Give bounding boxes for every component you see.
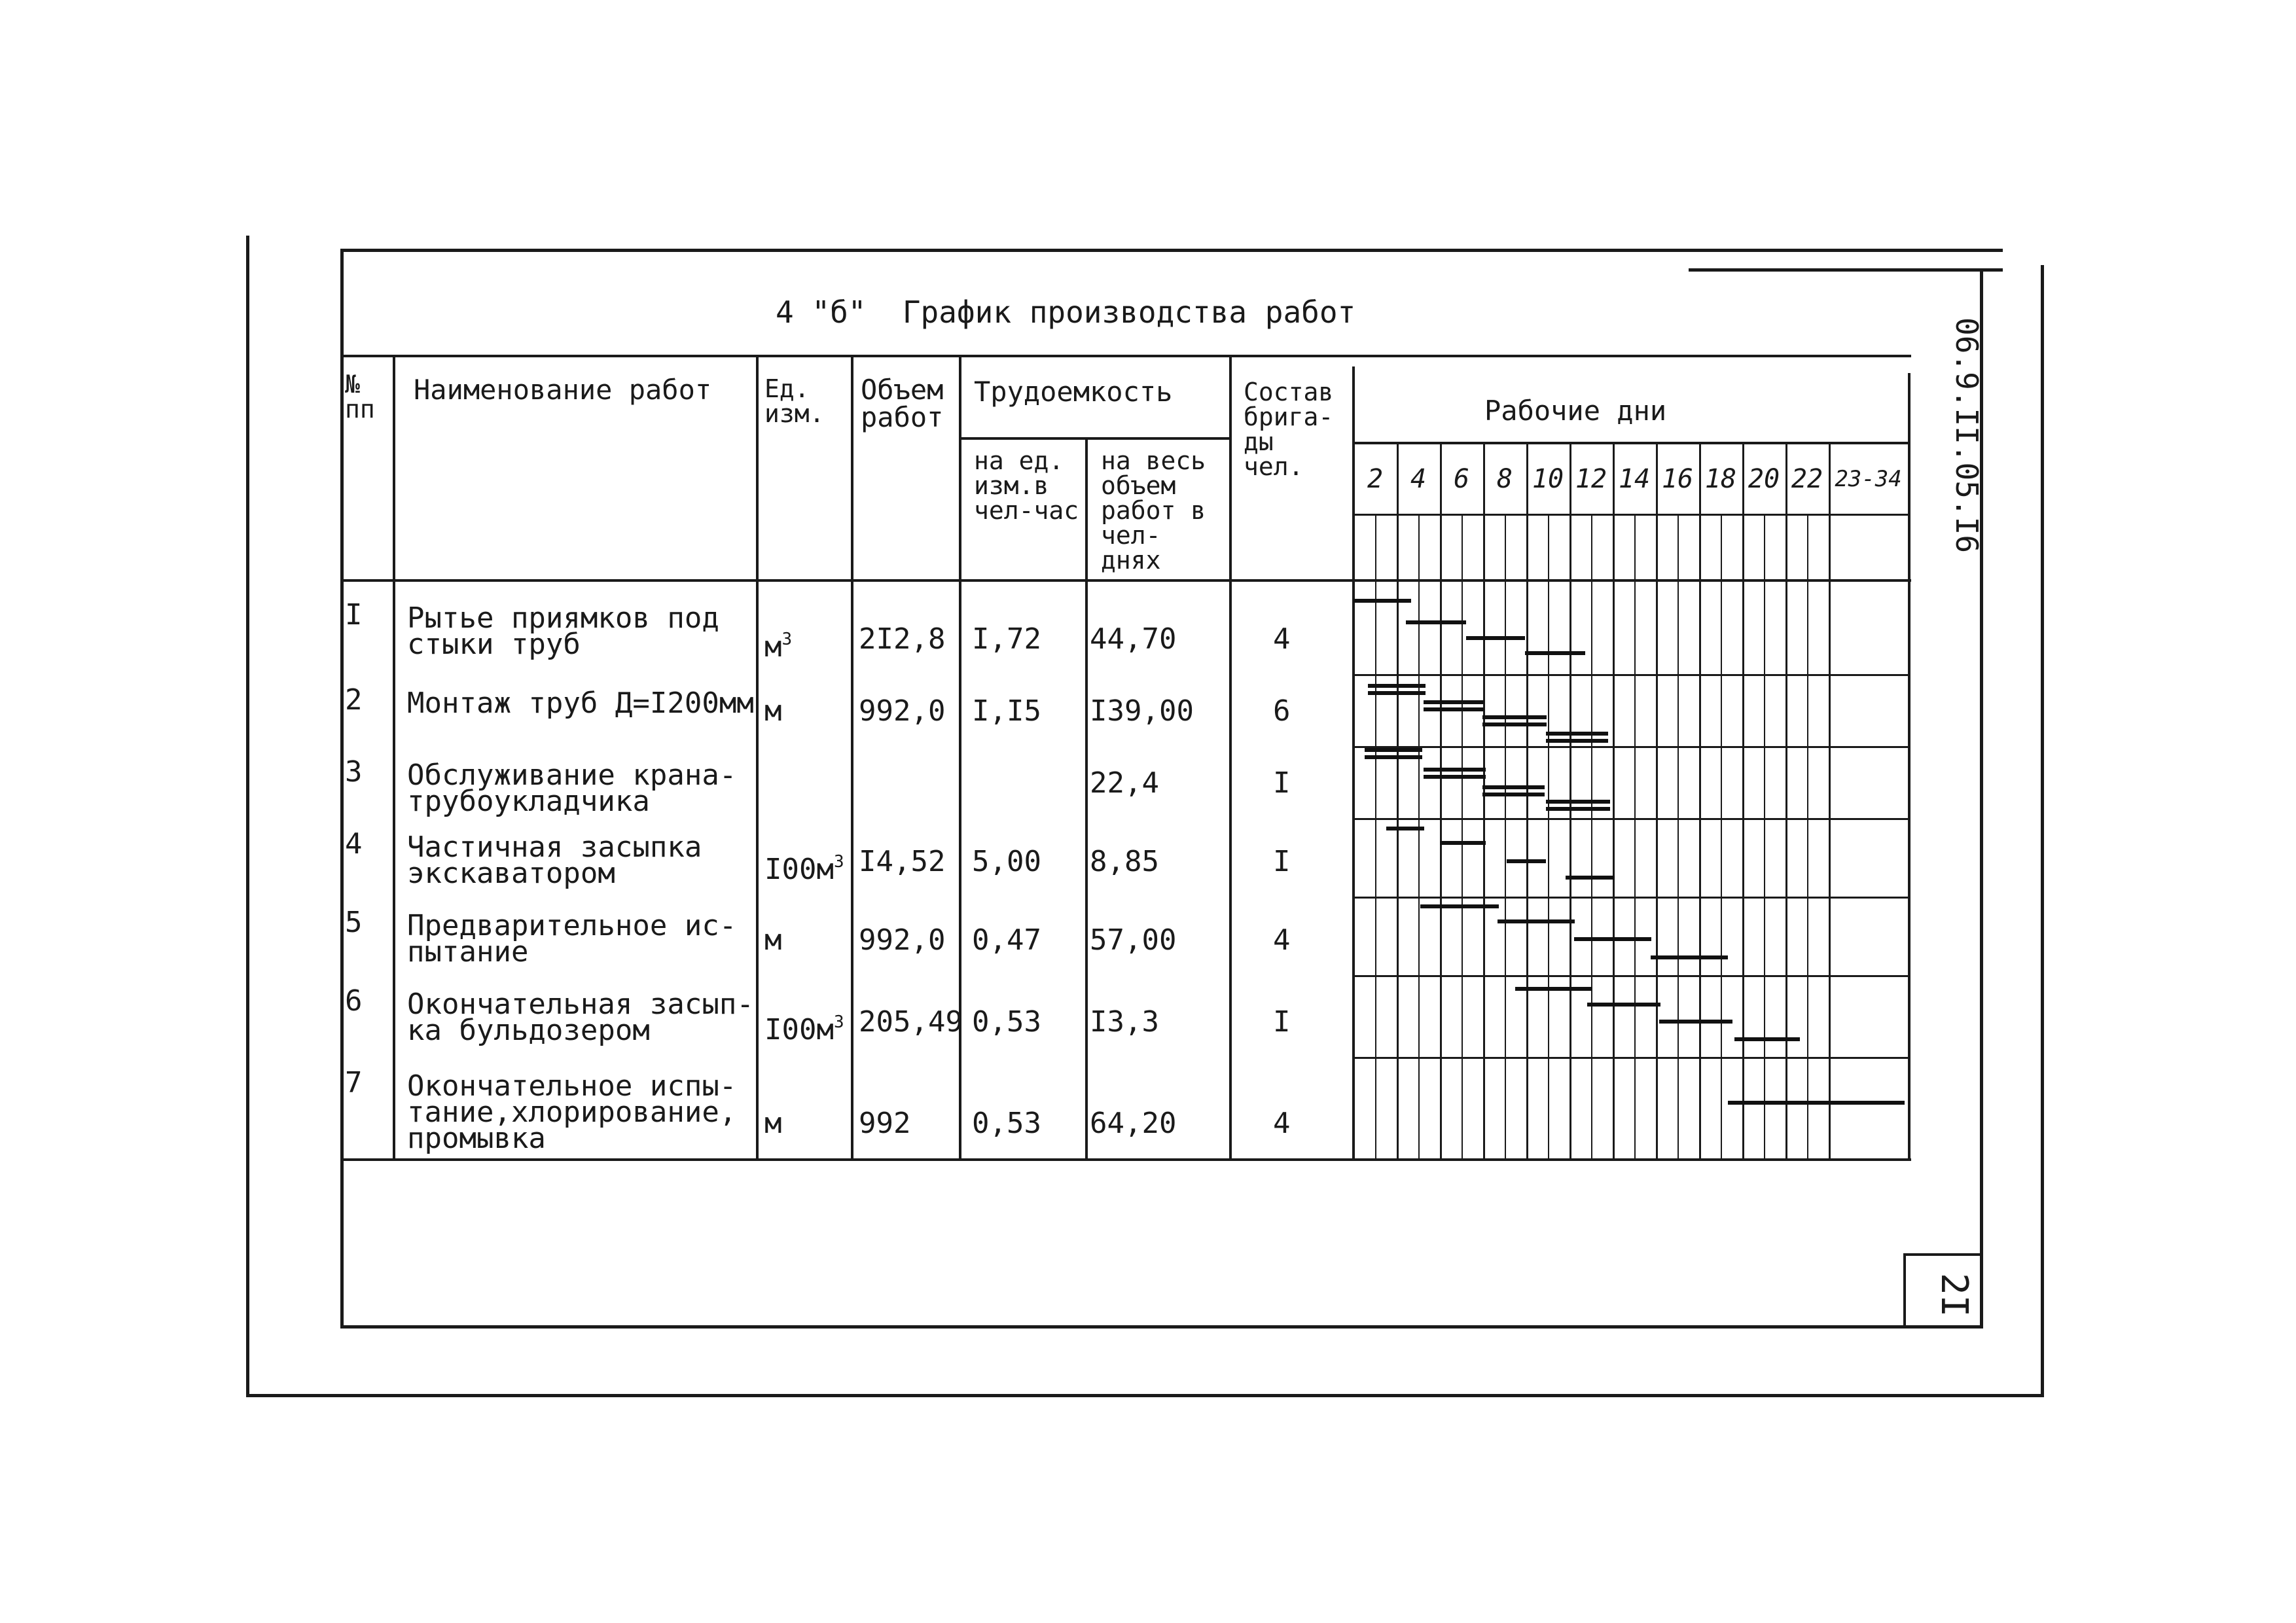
- row-labor-unit: 0,53: [972, 1107, 1041, 1140]
- row-name: Окончательная засып- ка бульдозером: [407, 988, 754, 1047]
- outer-frame-left: [246, 236, 249, 1397]
- header-labor-unit: на ед. изм.в чел-час: [974, 446, 1079, 525]
- row-unit: $I00м^3$: [764, 1012, 844, 1046]
- row-crew: 4: [1273, 622, 1291, 656]
- row-unit: м: [764, 923, 782, 957]
- outer-frame-right: [2041, 265, 2044, 1397]
- row-number: 3: [345, 755, 363, 789]
- day-label: 23-34: [1835, 466, 1902, 492]
- gantt-bar: [1546, 807, 1610, 811]
- row-labor-total: 57,00: [1090, 923, 1177, 957]
- row-volume: I4,52: [859, 845, 946, 878]
- header-days: Рабочие дни: [1484, 395, 1667, 427]
- gantt-bar: [1368, 684, 1426, 688]
- gantt-bar: [1651, 955, 1728, 959]
- header-unit: Ед. изм.: [764, 374, 825, 428]
- row-unit: м: [764, 1107, 782, 1140]
- row-labor-unit: 5,00: [972, 845, 1041, 878]
- table-header-bottom: [340, 579, 1911, 582]
- day-label: 20: [1748, 464, 1780, 494]
- gantt-bar: [1482, 785, 1545, 789]
- gantt-bar: [1420, 904, 1499, 908]
- gantt-bar: [1566, 876, 1615, 880]
- table-bottom: [340, 1158, 1911, 1161]
- col-div-6: [1229, 355, 1232, 1160]
- gantt-grid-line: [1418, 516, 1420, 1160]
- row-crew: I: [1273, 766, 1291, 800]
- day-label: 10: [1532, 464, 1564, 494]
- day-label: 16: [1661, 464, 1694, 494]
- days-subhead-line: [1352, 442, 1910, 444]
- gantt-row-divider: [1354, 746, 1910, 748]
- outer-frame-bottom: [246, 1394, 2043, 1397]
- gantt-day-divider: [1656, 442, 1658, 1160]
- header-labor-total: на весь объем работ в чел- днях: [1101, 446, 1206, 575]
- document-code: 06.9.II.05.I6: [1949, 317, 1984, 554]
- gantt-day-divider: [1785, 442, 1787, 1160]
- header-crew: Состав брига- ды чел.: [1244, 378, 1334, 481]
- row-labor-total: 64,20: [1090, 1107, 1177, 1140]
- row-crew: I: [1273, 1005, 1291, 1039]
- gantt-day-divider: [1483, 442, 1485, 1160]
- row-labor-unit: 0,47: [972, 923, 1041, 957]
- col-div-2: [756, 355, 759, 1160]
- row-volume: 205,49: [859, 1005, 963, 1039]
- day-label: 6: [1453, 464, 1470, 494]
- gantt-day-divider: [1829, 442, 1831, 1160]
- gantt-bar: [1354, 599, 1411, 603]
- frame-bottom: [340, 1325, 1983, 1329]
- table-top: [340, 355, 1911, 357]
- gantt-bar: [1498, 919, 1575, 923]
- col-div-5: [1085, 437, 1088, 1160]
- gantt-bar: [1365, 748, 1422, 752]
- gantt-grid-line: [1462, 516, 1463, 1160]
- row-name: Окончательное испы- тание,хлорирование, промывка: [407, 1069, 737, 1155]
- gantt-grid-line: [1548, 516, 1549, 1160]
- row-unit: $I00м^3$: [764, 852, 844, 886]
- row-volume: 992,0: [859, 923, 946, 957]
- frame-left: [340, 249, 344, 1329]
- day-label: 12: [1575, 464, 1607, 494]
- gantt-bar: [1482, 793, 1545, 796]
- gantt-bar: [1466, 636, 1525, 640]
- gantt-bar: [1368, 691, 1426, 695]
- gantt-bar: [1406, 620, 1466, 624]
- row-unit: $м^3$: [764, 630, 793, 664]
- gantt-bar: [1386, 827, 1424, 830]
- gantt-bar: [1424, 707, 1484, 711]
- gantt-day-divider: [1440, 442, 1442, 1160]
- gantt-day-divider: [1613, 442, 1615, 1160]
- page-number: 2I: [1933, 1273, 1975, 1317]
- row-labor-unit: I,72: [972, 622, 1041, 656]
- page-title: 4 "б" График производства работ: [776, 294, 1356, 330]
- gantt-day-divider: [1397, 442, 1399, 1160]
- row-number: 5: [345, 906, 363, 939]
- day-label: 2: [1367, 464, 1384, 494]
- day-label: 22: [1791, 464, 1823, 494]
- frame-top-right: [1689, 268, 2003, 272]
- gantt-bar: [1574, 937, 1651, 941]
- gantt-bar: [1482, 722, 1547, 726]
- gantt-day-divider: [1526, 442, 1528, 1160]
- gantt-grid-line: [1677, 516, 1679, 1160]
- day-label: 4: [1410, 464, 1427, 494]
- gantt-bar: [1440, 841, 1486, 845]
- gantt-row-divider: [1354, 1057, 1910, 1059]
- gantt-bar: [1546, 739, 1608, 743]
- gantt-row-divider: [1354, 975, 1910, 977]
- header-num: № пп: [345, 370, 375, 423]
- gantt-bar: [1734, 1037, 1800, 1041]
- pagebox-top: [1903, 1253, 1982, 1256]
- row-name: Рытье приямков под стыки труб: [407, 601, 719, 661]
- row-name: Частичная засыпка экскаватором: [407, 830, 702, 890]
- header-name: Наименование работ: [414, 374, 712, 406]
- row-volume: 2I2,8: [859, 622, 946, 656]
- gantt-grid-line: [1721, 516, 1722, 1160]
- row-crew: 4: [1273, 923, 1291, 957]
- day-label: 18: [1704, 464, 1737, 494]
- header-volume: Объем работ: [861, 374, 944, 433]
- row-number: 4: [345, 827, 363, 861]
- row-labor-unit: 0,53: [972, 1005, 1041, 1039]
- gantt-grid-line: [1764, 516, 1765, 1160]
- row-volume: 992: [859, 1107, 911, 1140]
- row-labor-total: I39,00: [1090, 694, 1194, 728]
- row-labor-total: 44,70: [1090, 622, 1177, 656]
- row-unit: м: [764, 694, 782, 728]
- col-div-4: [959, 355, 961, 1160]
- row-labor-total: 22,4: [1090, 766, 1159, 800]
- gantt-day-divider: [1742, 442, 1744, 1160]
- day-label: 8: [1496, 464, 1513, 494]
- gantt-bar: [1525, 651, 1585, 655]
- row-number: 6: [345, 984, 363, 1018]
- gantt-grid-line: [1634, 516, 1636, 1160]
- day-label: 14: [1618, 464, 1651, 494]
- gantt-bar: [1728, 1101, 1905, 1105]
- gantt-row-divider: [1354, 674, 1910, 676]
- gantt-bar: [1515, 987, 1592, 991]
- row-volume: 992,0: [859, 694, 946, 728]
- col-div-3: [851, 355, 853, 1160]
- gantt-grid-line: [1591, 516, 1592, 1160]
- gantt-row-divider: [1354, 897, 1910, 899]
- row-name: Предварительное ис- пытание: [407, 909, 737, 969]
- gantt-bar: [1546, 800, 1610, 804]
- gantt-bar: [1659, 1020, 1732, 1024]
- row-crew: 6: [1273, 694, 1291, 728]
- pagebox-left: [1903, 1253, 1906, 1327]
- gantt-bar: [1365, 755, 1422, 759]
- gantt-grid-line: [1375, 516, 1376, 1160]
- row-labor-total: 8,85: [1090, 845, 1159, 878]
- row-number: I: [345, 598, 363, 632]
- gantt-grid-line: [1505, 516, 1506, 1160]
- gantt-bar: [1482, 715, 1547, 719]
- row-name: Монтаж труб Д=I200мм: [407, 687, 754, 720]
- row-name: Обслуживание крана- трубоукладчика: [407, 758, 737, 818]
- days-label-line: [1352, 514, 1910, 516]
- gantt-bar: [1546, 732, 1608, 736]
- gantt-bar: [1507, 859, 1546, 863]
- frame-top: [340, 249, 2003, 252]
- col-div-1: [393, 355, 395, 1160]
- table-right: [1908, 373, 1910, 1161]
- gantt-row-divider: [1354, 818, 1910, 820]
- gantt-bar: [1424, 775, 1486, 779]
- labor-subhead-line: [959, 437, 1230, 440]
- row-number: 2: [345, 683, 363, 717]
- gantt-day-divider: [1699, 442, 1701, 1160]
- row-labor-unit: I,I5: [972, 694, 1041, 728]
- row-labor-total: I3,3: [1090, 1005, 1159, 1039]
- row-crew: 4: [1273, 1107, 1291, 1140]
- row-crew: I: [1273, 845, 1291, 878]
- gantt-bar: [1587, 1003, 1660, 1007]
- row-number: 7: [345, 1066, 363, 1099]
- header-labor: Трудоемкость: [974, 376, 1173, 408]
- gantt-bar: [1424, 700, 1484, 704]
- gantt-grid-line: [1807, 516, 1808, 1160]
- gantt-bar: [1424, 768, 1486, 772]
